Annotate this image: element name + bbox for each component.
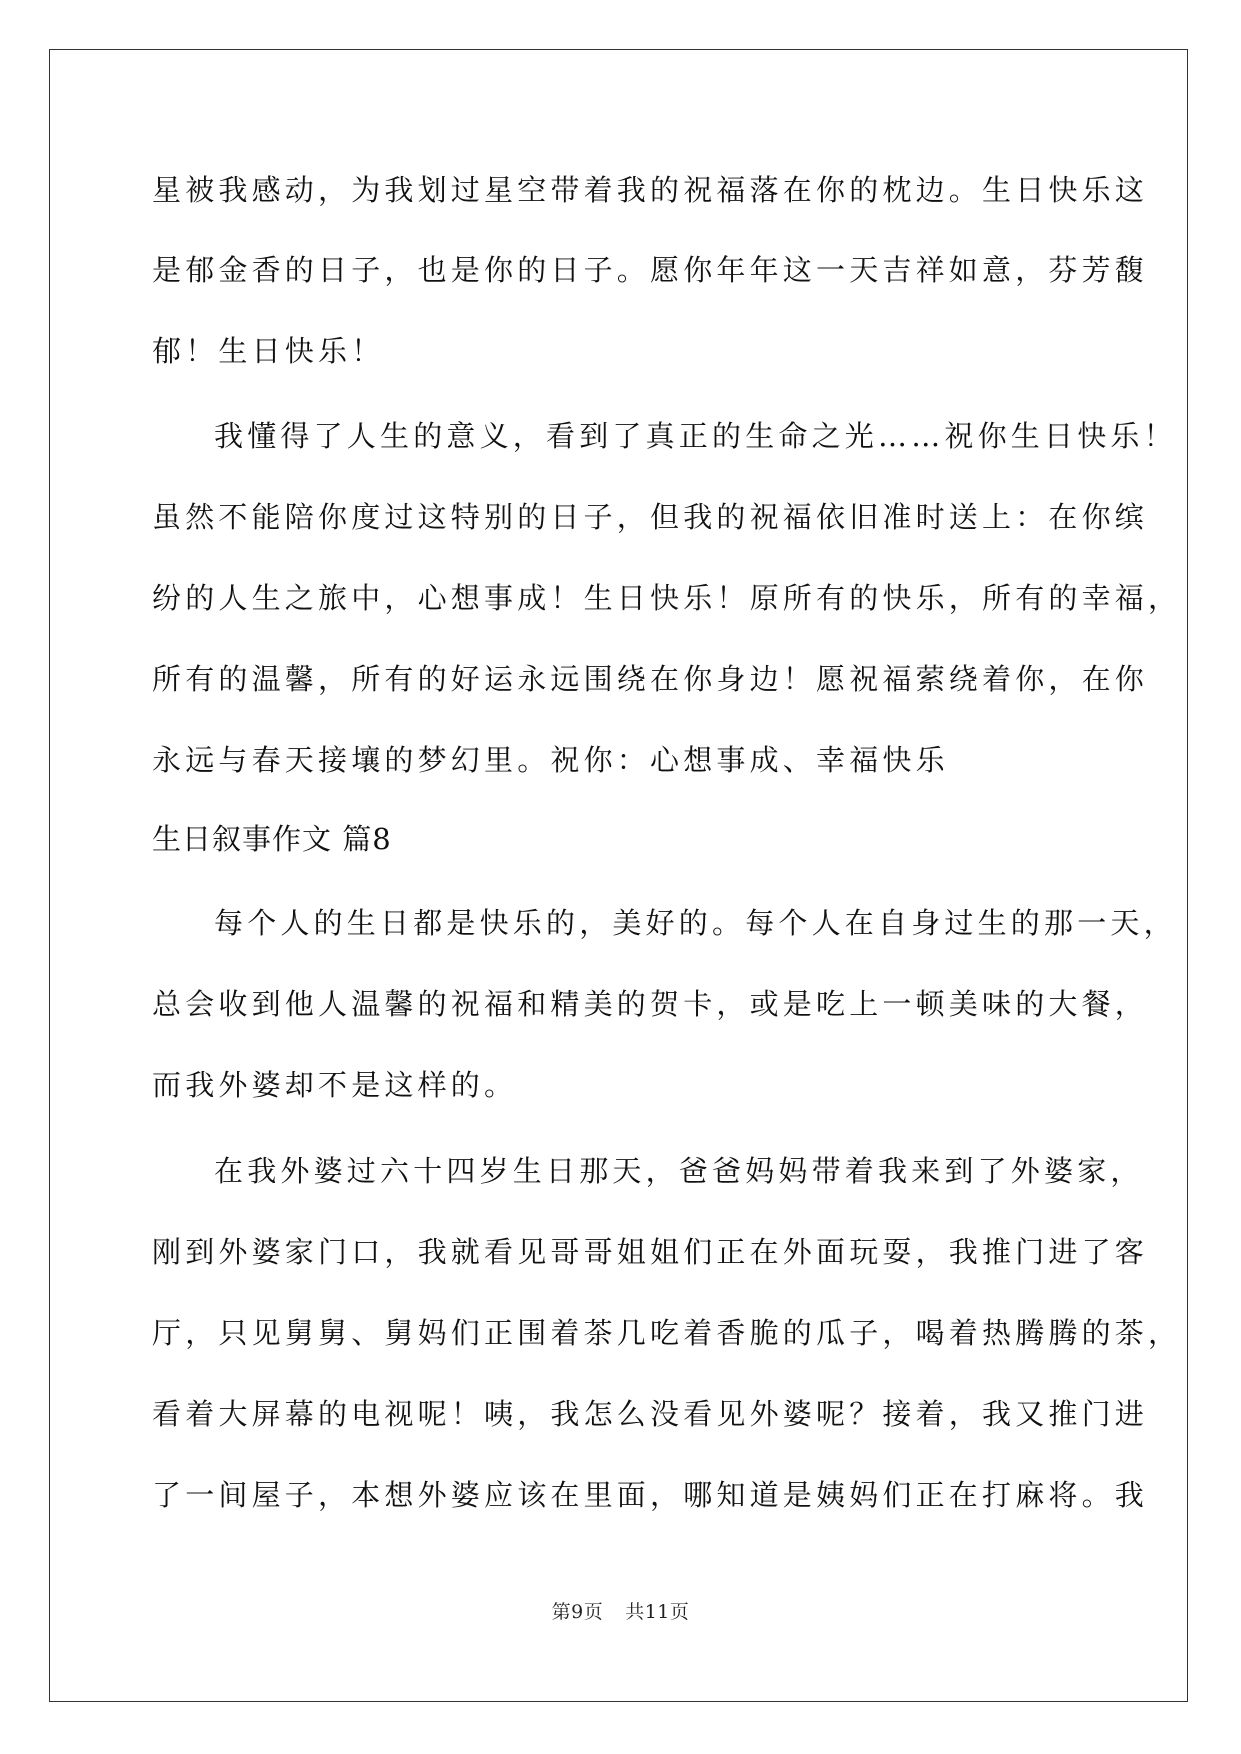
text-line: 而我外婆却不是这样的。 — [152, 1068, 518, 1102]
text-line: 是郁金香的日子，也是你的日子。愿你年年这一天吉祥如意，芬芳馥 — [152, 253, 1149, 287]
page-border — [49, 49, 1188, 1702]
text-line: 永远与春天接壤的梦幻里。祝你：心想事成、幸福快乐 — [152, 743, 949, 777]
text-line: 总会收到他人温馨的祝福和精美的贺卡，或是吃上一顿美味的大餐， — [152, 987, 1149, 1021]
text-line: 我懂得了人生的意义，看到了真正的生命之光……祝你生日快乐！ — [214, 419, 1177, 453]
page-number-current: 第9页 — [551, 1601, 604, 1623]
text-line: 刚到外婆家门口，我就看见哥哥姐姐们正在外面玩耍，我推门进了客 — [152, 1235, 1149, 1269]
text-line: 纷的人生之旅中，心想事成！生日快乐！原所有的快乐，所有的幸福， — [152, 581, 1182, 615]
text-line: 星被我感动，为我划过星空带着我的祝福落在你的枕边。生日快乐这 — [152, 173, 1149, 207]
text-line: 在我外婆过六十四岁生日那天，爸爸妈妈带着我来到了外婆家， — [214, 1154, 1144, 1188]
text-line: 郁！生日快乐！ — [152, 334, 385, 368]
section-heading: 生日叙事作文 篇8 — [152, 822, 392, 856]
text-line: 每个人的生日都是快乐的，美好的。每个人在自身过生的那一天， — [214, 906, 1177, 940]
text-line: 虽然不能陪你度过这特别的日子，但我的祝福依旧准时送上：在你缤 — [152, 500, 1149, 534]
page-footer — [0, 1599, 1241, 1625]
text-line: 看着大屏幕的电视呢！咦，我怎么没看见外婆呢？接着，我又推门进 — [152, 1397, 1149, 1431]
page-number-total: 共11页 — [625, 1601, 690, 1623]
text-line: 所有的温馨，所有的好运永远围绕在你身边！愿祝福萦绕着你，在你 — [152, 662, 1149, 696]
text-line: 厅，只见舅舅、舅妈们正围着茶几吃着香脆的瓜子，喝着热腾腾的茶， — [152, 1316, 1182, 1350]
text-line: 了一间屋子，本想外婆应该在里面，哪知道是姨妈们正在打麻将。我 — [152, 1478, 1149, 1512]
